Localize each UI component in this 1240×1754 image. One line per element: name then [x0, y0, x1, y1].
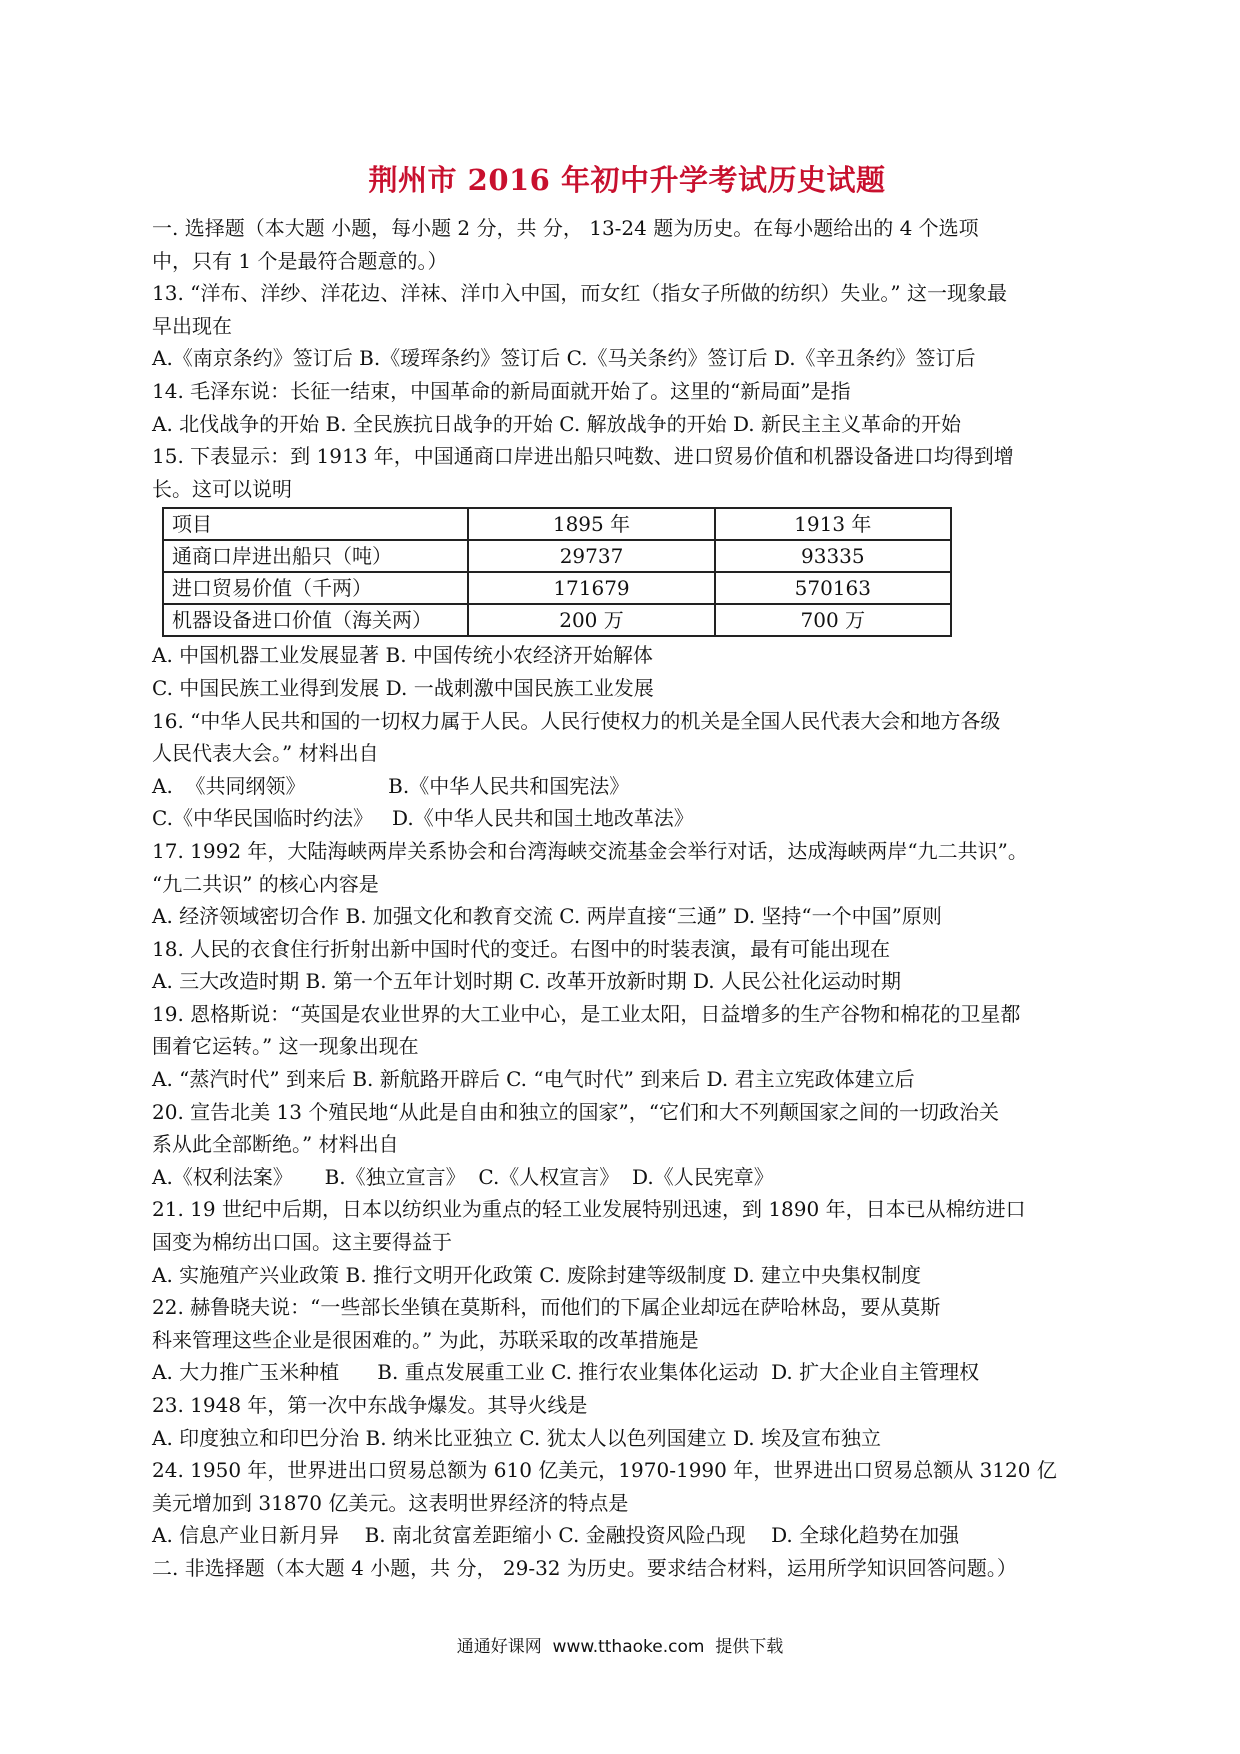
question-stem: 17. 1992 年，大陆海峡两岸关系协会和台湾海峡交流基金会举行对话，达成海峡两岸“九二共识”。	[152, 838, 1028, 863]
question-stem: 16. “中华人民共和国的一切权力属于人民。人民行使权力的机关是全国人民代表大会和地方各级	[152, 708, 1001, 733]
table-cell: 700 万	[715, 604, 951, 636]
question-15	[152, 440, 1102, 704]
table-cell: 93335	[715, 540, 951, 572]
question-options: A. 《共同纲领》 B.《中华人民共和国宪法》	[152, 773, 630, 798]
question-stem: 20. 宣告北美 13 个殖民地“从此是自由和独立的国家”，“它们和大不列颠国家之间的一切政治关	[152, 1099, 1000, 1124]
question-stem: 18. 人民的衣食住行折射出新中国时代的变迁。右图中的时装表演，最有可能出现在	[152, 936, 891, 961]
question-stem-cont: 早出现在	[152, 313, 232, 338]
question-stem: 22. 赫鲁晓夫说：“一些部长坐镇在莫斯科，而他们的下属企业却远在萨哈林岛，要从莫斯	[152, 1295, 941, 1320]
question-options: A. 三大改造时期 B. 第一个五年计划时期 C. 改革开放新时期 D. 人民公社化运动时期	[152, 969, 901, 994]
table-header-cell: 项目	[163, 508, 468, 540]
question-options: A.《南京条约》签订后 B.《瑷珲条约》签订后 C.《马关条约》签订后 D.《辛丑条约》签订后	[152, 346, 976, 371]
question-stem-cont: 长。这可以说明	[152, 476, 292, 501]
table-cell: 进口贸易价值（千两）	[163, 572, 468, 604]
table-row	[163, 508, 951, 540]
question-stem: 21. 19 世纪中后期，日本以纺织业为重点的轻工业发展特别迅速，到 1890 年，日本已从棉纺进口	[152, 1197, 1026, 1222]
question-options: A. 印度独立和印巴分治 B. 纳米比亚独立 C. 犹太人以色列国建立 D. 埃及宣布独立	[152, 1425, 881, 1450]
table-cell: 200 万	[468, 604, 714, 636]
table-cell: 171679	[468, 572, 714, 604]
page-title: 荆州市 2016 年初中升学考试历史试题	[368, 163, 886, 197]
question-stem: 13. “洋布、洋纱、洋花边、洋袜、洋巾入中国，而女红（指女子所做的纺织）失业。” 这一现象最	[152, 281, 1007, 306]
question-16	[152, 705, 1102, 835]
table-row	[163, 604, 951, 636]
question-24	[152, 1454, 1102, 1552]
table-cell: 通商口岸进出船只（吨）	[163, 540, 468, 572]
question-stem-cont: 科来管理这些企业是很困难的。” 为此，苏联采取的改革措施是	[152, 1327, 699, 1352]
question-stem: 19. 恩格斯说：“英国是农业世界的大工业中心，是工业太阳，日益增多的生产谷物和棉花的卫星都	[152, 1001, 1021, 1026]
question-options: A. 信息产业日新月异 B. 南北贫富差距缩小 C. 金融投资风险凸现 D. 全球化趋势在加强	[152, 1523, 960, 1548]
question-options: A. 大力推广玉米种植 B. 重点发展重工业 C. 推行农业集体化运动 D. 扩大企业自主管理权	[152, 1360, 980, 1385]
question-stem-cont: 围着它运转。” 这一现象出现在	[152, 1034, 419, 1059]
table-cell: 570163	[715, 572, 951, 604]
question-options-cont: C. 中国民族工业得到发展 D. 一战刺激中国民族工业发展	[152, 675, 654, 700]
question-options-cont: C.《中华民国临时约法》 D.《中华人民共和国土地改革法》	[152, 806, 694, 831]
question-options: A. “蒸汽时代” 到来后 B. 新航路开辟后 C. “电气时代” 到来后 D. 君主立宪政体建立后	[152, 1067, 915, 1092]
question-options: A. 经济领域密切合作 B. 加强文化和教育交流 C. 两岸直接“三通” D. 坚持“一个中国”原则	[152, 904, 942, 929]
question-22	[152, 1291, 1102, 1389]
question-21	[152, 1193, 1102, 1291]
question-17	[152, 835, 1102, 933]
question-stem-cont: 人民代表大会。” 材料出自	[152, 741, 379, 766]
question-options: A. 实施殖产兴业政策 B. 推行文明开化政策 C. 废除封建等级制度 D. 建立中央集权制度	[152, 1262, 921, 1287]
question-18	[152, 933, 1102, 998]
question-options: A. 北伐战争的开始 B. 全民族抗日战争的开始 C. 解放战争的开始 D. 新民主主义革命的开始	[152, 411, 961, 436]
question-20	[152, 1096, 1102, 1194]
question-stem-cont: 国变为棉纺出口国。这主要得益于	[152, 1230, 452, 1255]
table-row	[163, 540, 951, 572]
section2-intro: 二. 非选择题（本大题 4 小题，共 分， 29-32 为历史。要求结合材料，运用所学知识回答问题。）	[152, 1555, 1017, 1580]
question-stem-cont: 美元增加到 31870 亿美元。这表明世界经济的特点是	[152, 1490, 629, 1515]
question-19	[152, 998, 1102, 1096]
exam-page	[152, 160, 1102, 1585]
trade-table	[162, 507, 952, 637]
question-options: A.《权利法案》 B.《独立宣言》 C.《人权宣言》 D.《人民宪章》	[152, 1164, 774, 1189]
question-stem-cont: 系从此全部断绝。” 材料出自	[152, 1132, 399, 1157]
table-header-cell: 1895 年	[468, 508, 714, 540]
table-header-cell: 1913 年	[715, 508, 951, 540]
table-cell: 29737	[468, 540, 714, 572]
section1-intro-cont: 中，只有 1 个是最符合题意的。）	[152, 248, 448, 273]
question-stem: 15. 下表显示：到 1913 年，中国通商口岸进出船只吨数、进口贸易价值和机器设备进口均得到增	[152, 444, 1014, 469]
table-row	[163, 572, 951, 604]
table-cell: 机器设备进口价值（海关两）	[163, 604, 468, 636]
question-23	[152, 1389, 1102, 1454]
section1-intro: 一. 选择题（本大题 小题，每小题 2 分，共 分， 13-24 题为历史。在每小题给出的 4 个选项	[152, 216, 979, 240]
question-options: A. 中国机器工业发展显著 B. 中国传统小农经济开始解体	[152, 643, 653, 668]
question-stem: 14. 毛泽东说：长征一结束，中国革命的新局面就开始了。这里的“新局面”是指	[152, 378, 851, 403]
question-14	[152, 375, 1102, 440]
question-stem: 23. 1948 年，第一次中东战争爆发。其导火线是	[152, 1393, 588, 1417]
question-stem-cont: “九二共识” 的核心内容是	[152, 871, 379, 896]
question-13	[152, 277, 1102, 375]
page-footer: 通通好课网 www.tthaoke.com 提供下载	[456, 1637, 784, 1657]
question-stem: 24. 1950 年，世界进出口贸易总额为 610 亿美元，1970-1990 年，世界进出口贸易总额从 3120 亿	[152, 1458, 1057, 1483]
